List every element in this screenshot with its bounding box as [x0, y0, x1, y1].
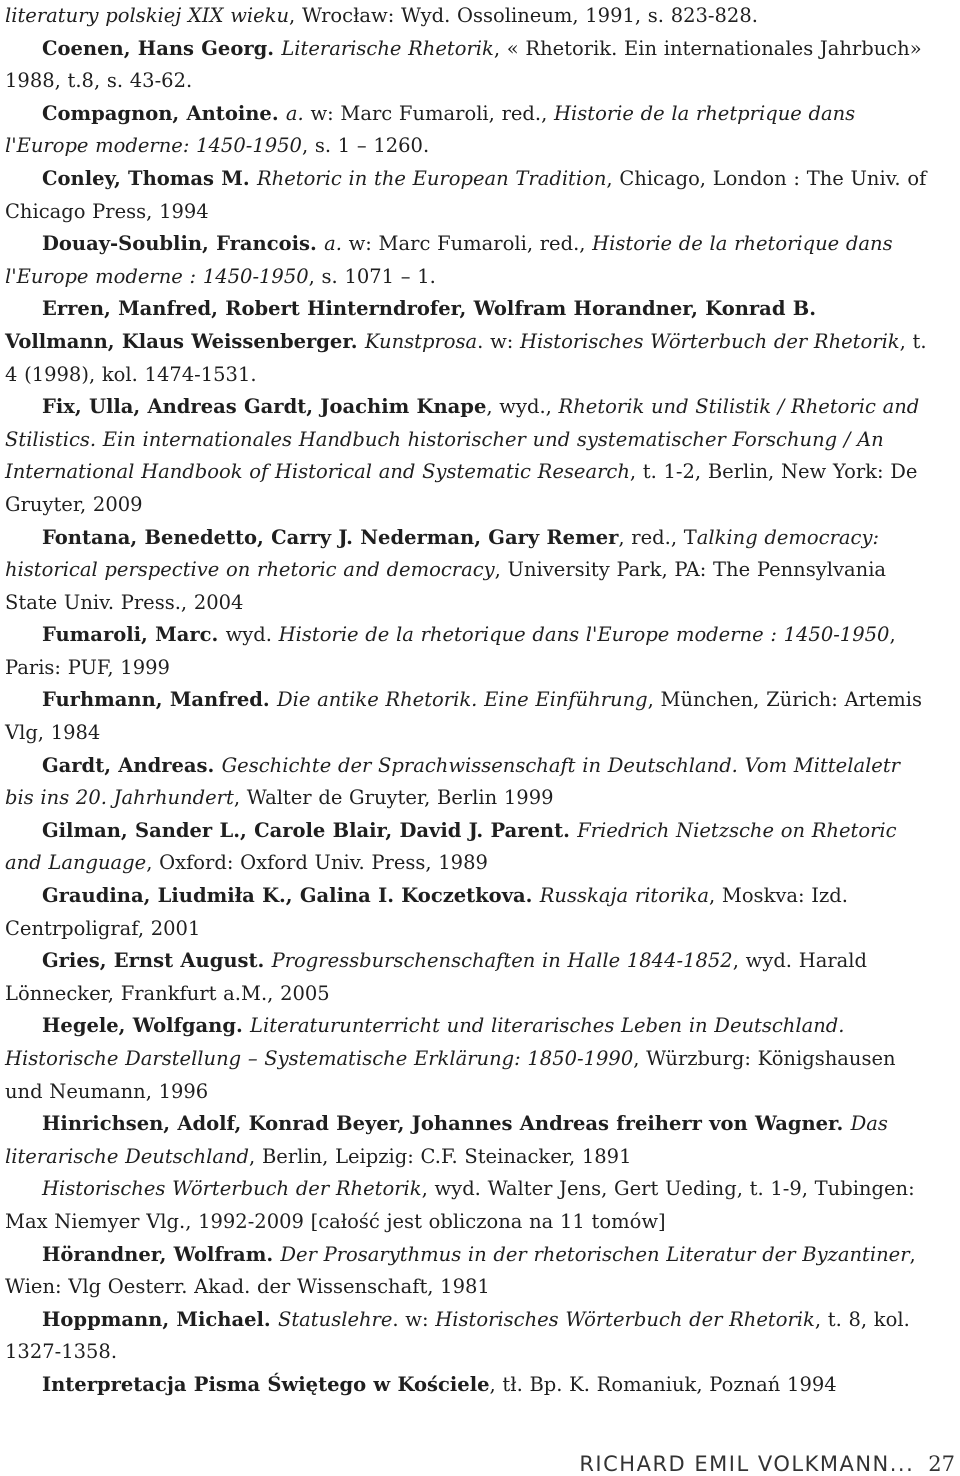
- entry-title: Historisches Wörterbuch der Rhetorik: [520, 329, 900, 353]
- entry-text: , t. 4 (1998), kol. 1474-1531.: [5, 329, 927, 386]
- entry-text: , Paris: PUF, 1999: [5, 623, 896, 679]
- entry-text: , Würzburg: Königshausen und Neumann, 1996: [5, 1047, 896, 1103]
- entry-author: Compagnon, Antoine.: [42, 101, 286, 125]
- entry-author: Hörandner, Wolfram.: [42, 1242, 281, 1266]
- entry-text: , Wien: Vlg Oesterr. Akad. der Wissenschaft, 1981: [5, 1242, 916, 1299]
- bibliography-entry: [5, 1369, 930, 1402]
- entry-text: , t. 8, kol. 1327-1358.: [5, 1307, 910, 1364]
- entry-title: a.: [285, 101, 311, 125]
- entry-text: , Walter de Gruyter, Berlin 1999: [233, 786, 554, 810]
- entry-author: Gardt, Andreas.: [42, 753, 222, 777]
- entry-title: Literarische Rhetorik: [281, 36, 494, 60]
- entry-title: Rhetoric in the European Tradition: [256, 166, 607, 190]
- entry-text: , Chicago, London : The Univ. of Chicago Press, 1994: [5, 166, 927, 223]
- bibliography-entry: [5, 1108, 930, 1173]
- bibliography-entry: [5, 619, 930, 684]
- bibliography-list: [5, 0, 930, 1402]
- entry-author: Fontana, Benedetto, Carry J. Nederman, Gary Remer: [42, 525, 619, 549]
- bibliography-entry: [5, 391, 930, 521]
- entry-title: Historie de la rhetprique dans l'Europe moderne: 1450-1950: [5, 101, 856, 158]
- bibliography-entry: [5, 880, 930, 945]
- entry-text: , University Park, PA: The Pennsylvania State Univ. Press., 2004: [5, 558, 887, 614]
- entry-text: , t. 1-2, Berlin, New York: De Gruyter, 2009: [5, 460, 918, 516]
- entry-text: , Berlin, Leipzig: C.F. Steinacker, 1891: [249, 1144, 632, 1168]
- entry-author: Coenen, Hans Georg.: [42, 36, 282, 60]
- entry-title: Kunstprosa: [364, 329, 478, 353]
- entry-title: Der Prosarythmus in der rhetorischen Literatur der Byzantiner: [280, 1242, 910, 1266]
- bibliography-entry: [5, 163, 930, 228]
- entry-title: literatury polskiej XIX wieku: [5, 4, 290, 27]
- bibliography-entry: [5, 750, 930, 815]
- entry-title: Statuslehre: [277, 1307, 393, 1331]
- entry-text: , Oxford: Oxford Univ. Press, 1989: [146, 851, 488, 875]
- entry-text: , tł. Bp. K. Romaniuk, Poznań 1994: [489, 1372, 837, 1396]
- entry-author: Hegele, Wolfgang.: [42, 1014, 251, 1038]
- entry-text: , wyd. Walter Jens, Gert Ueding, t. 1-9, Tubingen: Max Niemyer Vlg., 1992-2009 [całość jest obliczona na 11 tomów]: [5, 1177, 915, 1233]
- entry-text: w: Marc Fumaroli, red.,: [310, 101, 555, 125]
- entry-author: Hinrichsen, Adolf, Konrad Beyer, Johannes Andreas freiherr von Wagner.: [42, 1112, 851, 1136]
- bibliography-entry: [5, 1173, 930, 1238]
- entry-text: , s. 1 – 1260.: [301, 134, 430, 158]
- entry-title: Literaturunterricht und literarisches Leben in Deutschland. Historische Darstellung – Systematische Erklärung: 1850-1990: [5, 1014, 845, 1070]
- bibliography-entry: [5, 1010, 930, 1108]
- entry-title: a.: [324, 232, 349, 256]
- entry-text: , Moskva: Izd. Centrpoligraf, 2001: [5, 884, 848, 940]
- entry-title: Geschichte der Sprachwissenschaft in Deutschland. Vom Mittelaletr bis ins 20. Jahrhundert: [5, 753, 901, 810]
- entry-author: Hoppmann, Michael.: [42, 1307, 278, 1331]
- bibliography-entry: [5, 33, 930, 98]
- bibliography-entry: [5, 522, 930, 620]
- bibliography-entry: [5, 1239, 930, 1304]
- bibliography-entry: [5, 1304, 930, 1369]
- entry-text: , red., T: [618, 525, 697, 549]
- bibliography-entry: [5, 228, 930, 293]
- bibliography-entry: [5, 0, 930, 33]
- bibliography-entry: [5, 98, 930, 163]
- entry-text: . w:: [477, 329, 521, 353]
- entry-title: Rhetorik und Stilistik / Rhetoric and Stilistics. Ein internationales Handbuch historischer und systematischer Forschung / An International Handbook of Historical and Systematic Research: [5, 395, 920, 484]
- entry-title: Historisches Wörterbuch der Rhetorik: [435, 1307, 815, 1331]
- entry-text: , München, Zürich: Artemis Vlg, 1984: [5, 688, 923, 745]
- bibliography-page: [5, 0, 930, 1402]
- entry-text: , s. 1071 – 1.: [308, 264, 436, 288]
- entry-author: Interpretacja Pisma Świętego w Kościele: [42, 1372, 490, 1396]
- bibliography-entry: [5, 945, 930, 1010]
- bibliography-entry: [5, 684, 930, 749]
- entry-title: Historie de la rhetorique dans l'Europe moderne : 1450-1950: [278, 623, 890, 647]
- entry-text: w: Marc Fumaroli, red.,: [348, 232, 593, 256]
- entry-title: Historisches Wörterbuch der Rhetorik: [42, 1177, 422, 1201]
- entry-title: Das literarische Deutschland: [5, 1112, 888, 1168]
- entry-title: Historie de la rhetorique dans l'Europe moderne : 1450-1950: [5, 232, 893, 288]
- entry-author: Fix, Ulla, Andreas Gardt, Joachim Knape: [42, 395, 487, 419]
- entry-author: Conley, Thomas M.: [42, 166, 257, 190]
- entry-text: . w:: [392, 1307, 436, 1331]
- entry-author: Fumaroli, Marc.: [42, 623, 226, 647]
- page-number: 27: [928, 1452, 955, 1476]
- entry-text: wyd.: [225, 623, 279, 647]
- entry-text: , wyd.,: [486, 395, 559, 419]
- entry-title: alking democracy: historical perspective on rhetoric and democracy: [5, 525, 880, 582]
- entry-title: Progressburschenschaften in Halle 1844-1852: [271, 949, 733, 973]
- entry-author: Gilman, Sander L., Carole Blair, David J. Parent.: [42, 818, 578, 842]
- entry-title: Friedrich Nietzsche on Rhetoric and Language: [5, 818, 897, 875]
- running-title: RICHARD EMIL VOLKMANN...: [579, 1452, 915, 1476]
- bibliography-entry: [5, 815, 930, 880]
- entry-author: Graudina, Liudmiła K., Galina I. Koczetkova.: [42, 884, 540, 908]
- entry-text: , wyd. Harald Lönnecker, Frankfurt a.M., 2005: [5, 949, 868, 1005]
- entry-author: Furhmann, Manfred.: [42, 688, 278, 712]
- entry-author: Gries, Ernst August.: [42, 949, 272, 973]
- entry-title: Die antike Rhetorik. Eine Einführung: [277, 688, 648, 712]
- bibliography-entry: [5, 293, 930, 391]
- page-footer: [579, 1452, 955, 1476]
- entry-author: Douay-Soublin, Francois.: [42, 232, 325, 256]
- entry-text: , Wrocław: Wyd. Ossolineum, 1991, s. 823-828.: [289, 4, 758, 27]
- entry-title: Russkaja ritorika: [539, 884, 709, 908]
- entry-text: , « Rhetorik. Ein internationales Jahrbuch» 1988, t.8, s. 43-62.: [5, 36, 922, 93]
- entry-author: Erren, Manfred, Robert Hinterndrofer, Wolfram Horandner, Konrad B. Vollmann, Klaus Weissenberger.: [5, 297, 817, 353]
